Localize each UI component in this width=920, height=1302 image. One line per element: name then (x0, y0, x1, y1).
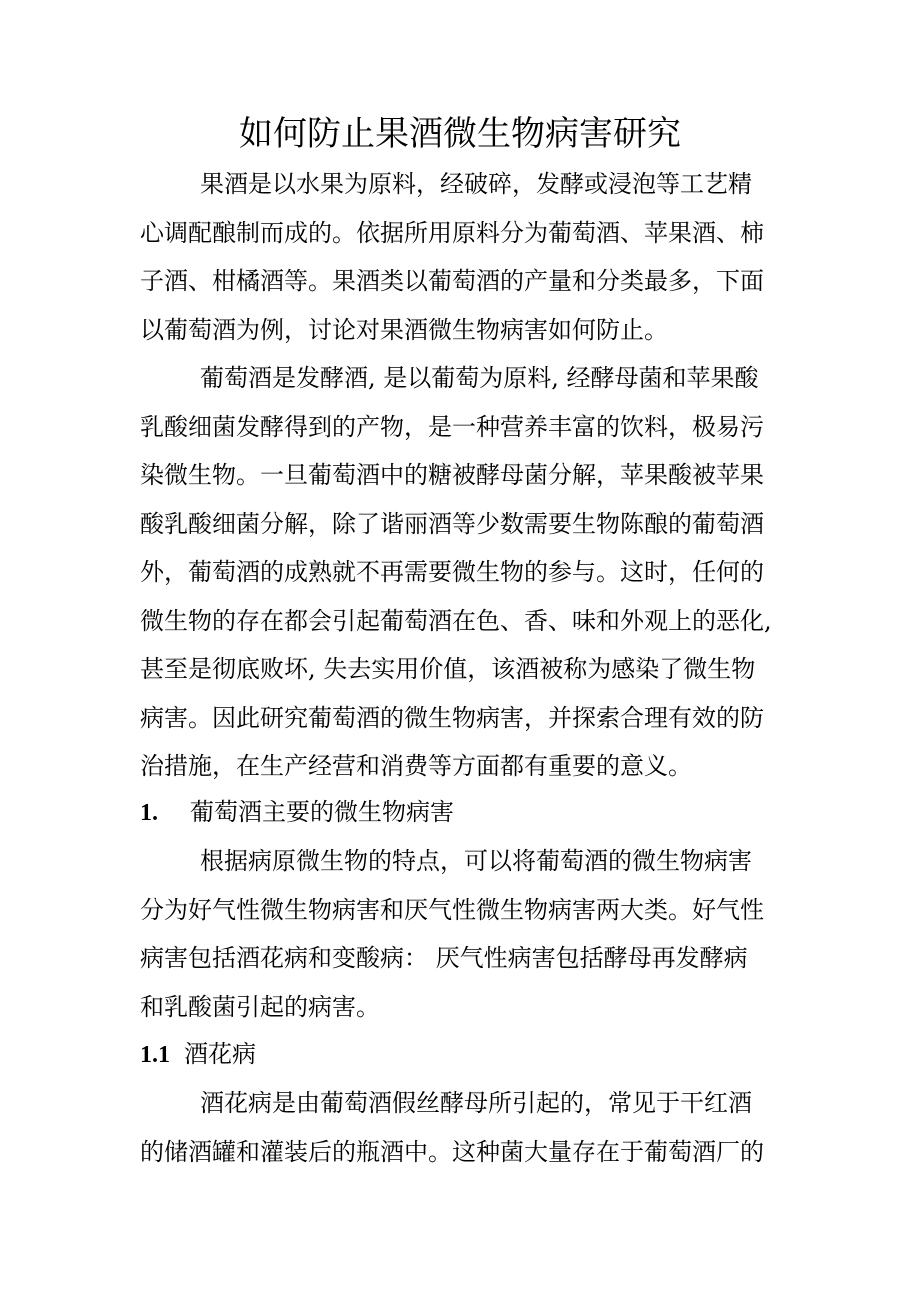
text-line: 子酒、柑橘酒等。果酒类以葡萄酒的产量和分类最多，下面 (140, 267, 764, 295)
text-line: 和乳酸菌引起的病害。 (140, 992, 380, 1021)
section-title: 酒花病 (184, 1040, 256, 1068)
text-line: 外，葡萄酒的成熟就不再需要微生物的参与。这时，任何的 (140, 558, 764, 586)
text-line: 染微生物。一旦葡萄酒中的糖被酵母菌分解，苹果酸被苹果 (140, 461, 764, 489)
text-line: 分为好气性微生物病害和厌气性微生物病害两大类。好气性 (140, 895, 764, 924)
section-title: 葡萄酒主要的微生物病害 (190, 798, 454, 826)
text-line: 微生物的存在都会引起葡萄酒在色、香、味和外观上的恶化, (140, 606, 772, 635)
text-line: 根据病原微生物的特点，可以将葡萄酒的微生物病害 (200, 847, 752, 875)
section-heading-1 (140, 788, 780, 837)
section-heading-1-1 (140, 1030, 780, 1079)
section-number: 1. (140, 800, 158, 826)
text-line: 以葡萄酒为例，讨论对果酒微生物病害如何防止。 (140, 315, 668, 344)
text-line: 果酒是以水果为原料，经破碎，发酵或浸泡等工艺精 (200, 170, 752, 198)
paragraph-3 (140, 837, 780, 1031)
text-line: 心调配酿制而成的。依据所用原料分为葡萄酒、苹果酒、柿 (140, 218, 764, 247)
text-line: 甚至是彻底败坏, 失去实用价值，该酒被称为感染了微生物 (140, 655, 756, 683)
text-line: 酸乳酸细菌分解，除了谐丽酒等少数需要生物陈酿的葡萄酒 (140, 509, 764, 538)
text-line: 酒花病是由葡萄酒假丝酵母所引起的，常见于干红酒 (200, 1089, 752, 1117)
paragraph-2 (140, 354, 780, 791)
section-number: 1.1 (140, 1042, 170, 1068)
intro-paragraph (140, 160, 780, 354)
text-line: 治措施，在生产经营和消费等方面都有重要的意义。 (140, 752, 692, 780)
text-line: 病害包括酒花病和变酸病： 厌气性病害包括酵母再发酵病 (140, 944, 748, 972)
document-title: 如何防止果酒微生物病害研究 (239, 114, 681, 154)
text-line: 乳酸细菌发酵得到的产物，是一种营养丰富的饮料，极易污 (140, 412, 764, 441)
paragraph-4 (140, 1079, 780, 1176)
text-line: 病害。因此研究葡萄酒的微生物病害，并探索合理有效的防 (140, 703, 764, 732)
text-line: 的储酒罐和灌装后的瓶酒中。这种菌大量存在于葡萄酒厂的 (140, 1137, 764, 1166)
text-line: 葡萄酒是发酵酒, 是以葡萄为原料, 经酵母菌和苹果酸 (200, 364, 759, 392)
